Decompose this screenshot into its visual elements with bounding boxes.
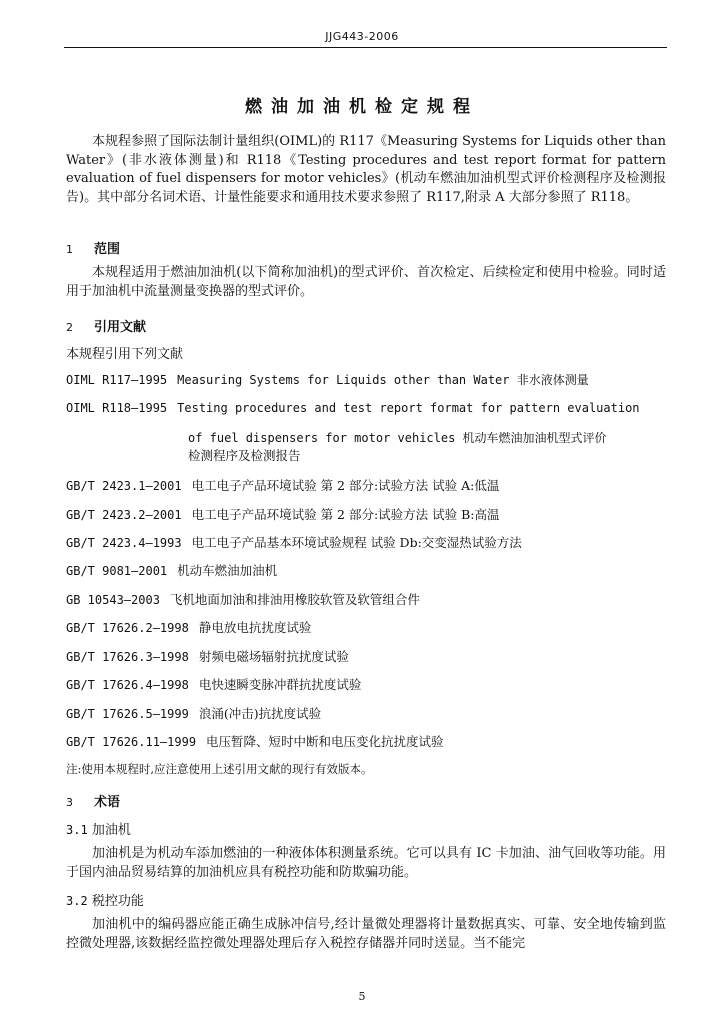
reference-title: 电工电子产品环境试验 第 2 部分:试验方法 试验 B:高温 [191,507,500,522]
section-title: 范围 [94,242,121,257]
reference-title: 电工电子产品基本环境试验规程 试验 Db:交变湿热试验方法 [191,535,522,550]
term-title: 税控功能 [91,894,144,909]
reference-item [66,590,666,608]
term-number: 3.1 [66,823,88,837]
section-2-heading [66,316,146,335]
reference-code: GB/T 17626.2—1998 [66,621,189,635]
term-3-1-heading [66,819,131,838]
section-number: 2 [66,321,73,334]
section-title: 引用文献 [94,320,147,335]
section-1-heading [66,238,120,257]
running-header: JJG443-2006 [325,30,399,43]
reference-title: 机动车燃油加油机 [177,563,278,578]
section-3-heading [66,791,120,810]
section-number: 1 [66,243,73,256]
reference-code: GB/T 2423.2—2001 [66,508,182,522]
reference-title: 飞机地面加油和排油用橡胶软管及软管组合件 [169,592,420,607]
reference-continuation: of fuel dispensers for motor vehicles 机动车燃油加油机型式评价 [188,431,607,445]
section-1-text: 本规程适用于燃油加油机(以下简称加油机)的型式评价、首次检定、后续检定和使用中检验。同时适用于加油机中流量测量变换器的型式评价。 [66,265,666,299]
reference-title: Testing procedures and test report format for pattern evaluation [177,401,640,415]
reference-item [66,533,666,551]
reference-item [66,618,666,636]
reference-item [66,675,666,693]
reference-item [66,704,666,722]
reference-code: OIML R118—1995 [66,401,168,415]
reference-title: 电快速瞬变脉冲群抗扰度试验 [198,677,362,692]
reference-item [66,647,666,665]
term-3-1-text: 加油机是为机动车添加燃油的一种液体体积测量系统。它可以具有 IC 卡加油、油气回收等功能。用于国内油品贸易结算的加油机应具有税控功能和防欺骗功能。 [66,846,666,880]
reference-code: OIML R117—1995 [66,373,168,387]
reference-continuation: 检测程序及检测报告 [188,448,301,463]
reference-title: 电压暂降、短时中断和电压变化抗扰度试验 [206,734,444,749]
reference-item [66,371,666,388]
term-number: 3.2 [66,894,88,908]
reference-item [66,732,666,750]
reference-code: GB/T 17626.4—1998 [66,678,189,692]
reference-item [66,505,666,523]
page-number: 5 [358,990,366,1003]
reference-item [66,476,666,494]
intro-paragraph: 本规程参照了国际法制计量组织(OIML)的 R117《Measuring Systems for Liquids other than Water》(非水液体测量)和 R118《Testing procedures and test report format for pattern evaluation of fuel dispensers for motor vehicles》(机动车燃油加油机型式评价检测程序及检测报告)。其中部分名词术语、计量性能要求和通用技术要求参照了 R117,附录 A 大部分参照了 R118。 [66,134,666,205]
reference-code: GB/T 17626.5—1999 [66,707,189,721]
reference-note: 注:使用本规程时,应注意使用上述引用文献的现行有效版本。 [66,762,373,776]
header-rule [64,47,667,48]
reference-code: GB/T 2423.1—2001 [66,479,182,493]
reference-title: 电工电子产品环境试验 第 2 部分:试验方法 试验 A:低温 [191,478,500,493]
reference-title: 静电放电抗扰度试验 [198,620,312,635]
term-3-2-text: 加油机中的编码器应能正确生成脉冲信号,经计量微处理器将计量数据真实、可靠、安全地传输到监控微处理器,该数据经监控微处理器处理后存入税控存储器并同时送显。当不能完 [66,917,666,951]
reference-code: GB 10543—2003 [66,593,160,607]
reference-title: 射频电磁场辐射抗扰度试验 [198,649,349,664]
reference-title: Measuring Systems for Liquids other than Water 非水液体测量 [177,373,589,387]
section-number: 3 [66,796,73,809]
section-title: 术语 [94,795,121,810]
reference-item [66,561,666,579]
reference-title: 浪涌(冲击)抗扰度试验 [198,706,322,721]
reference-code: GB/T 2423.4—1993 [66,536,182,550]
term-3-2-heading [66,890,144,909]
reference-code: GB/T 9081—2001 [66,564,168,578]
section-2-lead: 本规程引用下列文献 [66,347,184,362]
reference-item [66,400,666,415]
term-title: 加油机 [91,823,131,838]
reference-code: GB/T 17626.11—1999 [66,735,197,749]
reference-code: GB/T 17626.3—1998 [66,650,189,664]
document-title: 燃油加油机检定规程 [245,97,479,117]
